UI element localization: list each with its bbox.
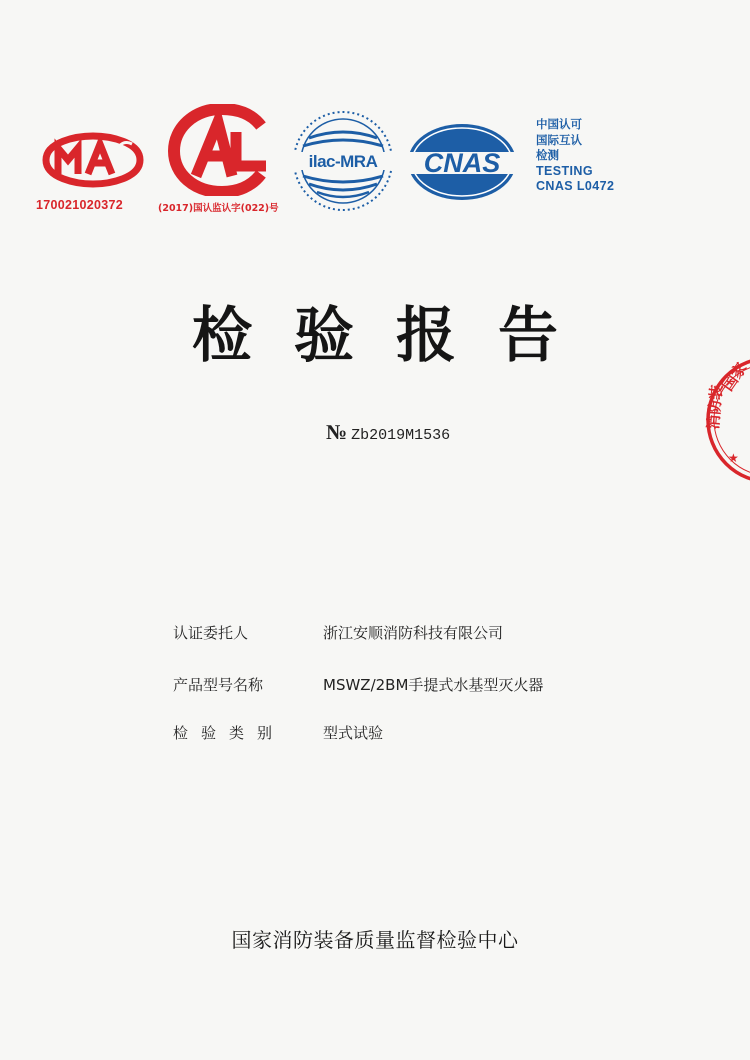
cal-certificate-number: (2017)国认监认字(022)号 xyxy=(158,203,279,214)
svg-text:消防装: 消防装 xyxy=(704,383,726,431)
svg-text:CNAS: CNAS xyxy=(423,148,501,178)
field-label: 产品型号名称 xyxy=(173,676,264,694)
report-title: 检验报告 xyxy=(192,301,600,371)
svg-text:★: ★ xyxy=(728,451,739,465)
number-symbol: № xyxy=(326,420,348,444)
cma-logo-icon xyxy=(36,130,150,190)
svg-text:国家: 国家 xyxy=(718,359,750,395)
field-label: 认证委托人 xyxy=(173,624,249,642)
cnas-text-line: TESTING xyxy=(536,163,593,178)
field-value: 型式试验 xyxy=(323,724,384,742)
issuing-organization: 国家消防装备质量监督检验中心 xyxy=(231,928,519,952)
cnas-text-line: 中国认可 xyxy=(536,117,582,131)
cnas-accreditation-text xyxy=(536,117,614,195)
field-value: MSWZ/2BM手提式水基型灭火器 xyxy=(323,676,544,694)
field-value: 浙江安顺消防科技有限公司 xyxy=(323,624,504,642)
report-number xyxy=(326,420,450,445)
field-label: 检验类别 xyxy=(173,724,286,742)
cnas-text-line: CNAS L0472 xyxy=(536,179,615,193)
cma-certificate-number: 170021020372 xyxy=(36,198,124,212)
cnas-text-line: 检测 xyxy=(536,148,559,162)
cnas-logo-icon xyxy=(402,120,522,204)
cal-logo-icon xyxy=(166,104,278,196)
cnas-text-line: 国际互认 xyxy=(536,132,582,147)
ilac-mra-logo-icon xyxy=(287,108,399,214)
official-seal-stamp xyxy=(700,350,750,490)
report-number-value: Zb2019M1536 xyxy=(351,427,451,444)
svg-text:ilac-MRA: ilac-MRA xyxy=(308,152,378,171)
